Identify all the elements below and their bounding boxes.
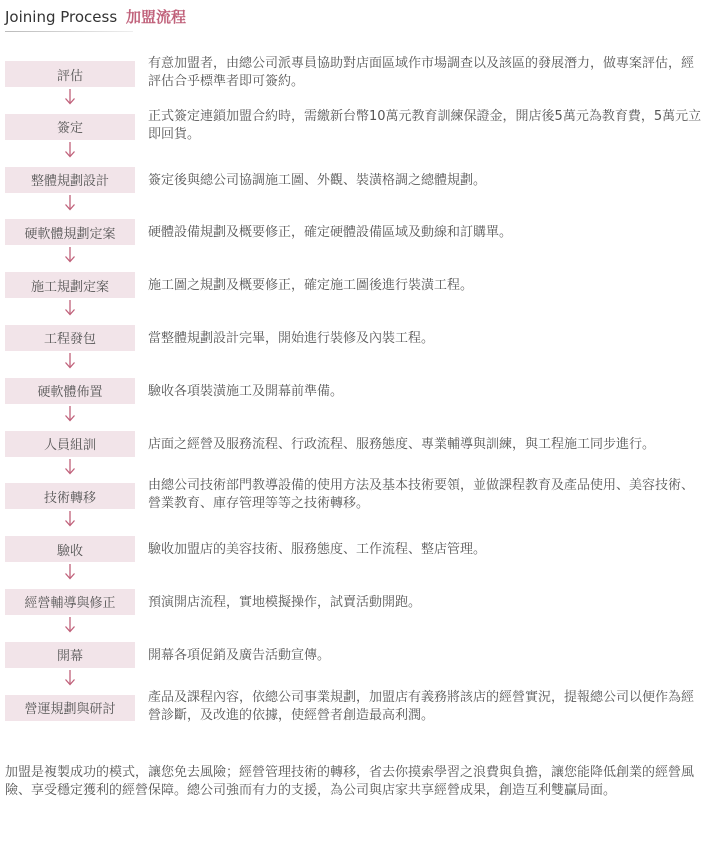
process-step xyxy=(5,55,705,108)
step-description: 簽定後與總公司協調施工圖、外觀、裝潢格調之總體規劃。 xyxy=(148,172,487,188)
process-step xyxy=(5,372,705,425)
process-step xyxy=(5,425,705,478)
process-step xyxy=(5,530,705,583)
step-label: 工程發包 xyxy=(5,325,135,351)
process-steps xyxy=(5,55,705,741)
arrow-down-icon xyxy=(63,459,77,475)
summary-paragraph: 加盟是複製成功的模式，讓您免去風險；經營管理技術的轉移，省去你摸索學習之浪費與負擔，讓您能降低創業的經營風險、享受穩定獲利的經營保障。總公司強而有力的支援，為公司與店家共享經營成果，創造互利雙贏局面。 xyxy=(5,765,695,798)
process-step xyxy=(5,583,705,636)
process-step xyxy=(5,161,705,214)
step-description: 驗收各項裝潢施工及開幕前準備。 xyxy=(148,383,344,399)
step-label: 整體規劃設計 xyxy=(5,167,135,193)
arrow-down-icon xyxy=(63,617,77,633)
process-step xyxy=(5,689,705,742)
arrow-down-icon xyxy=(63,511,77,527)
step-description: 由總公司技術部門教導設備的使用方法及基本技術要領，並做課程教育及產品使用、美容技術、營業教育、庫存管理等等之技術轉移。 xyxy=(148,478,695,512)
step-description: 開幕各項促銷及廣告活動宣傳。 xyxy=(148,647,331,663)
step-label: 營運規劃與研討 xyxy=(5,695,135,721)
process-step xyxy=(5,108,705,161)
step-label: 硬軟體規劃定案 xyxy=(5,219,135,245)
step-description: 硬體設備規劃及概要修正，確定硬體設備區域及動線和訂購單。 xyxy=(148,225,513,241)
step-description: 施工圖之規劃及概要修正，確定施工圖後進行裝潢工程。 xyxy=(148,278,474,294)
process-step xyxy=(5,636,705,689)
step-description: 當整體規劃設計完畢，開始進行裝修及內裝工程。 xyxy=(148,330,435,346)
step-description: 驗收加盟店的美容技術、服務態度、工作流程、整店管理。 xyxy=(148,542,487,558)
arrow-down-icon xyxy=(63,564,77,580)
page-title-chinese: 加盟流程 xyxy=(125,8,186,26)
arrow-down-icon xyxy=(63,89,77,105)
step-label: 驗收 xyxy=(5,536,135,562)
step-description: 正式簽定連鎖加盟合約時，需繳新台幣10萬元教育訓練保證金，開店後5萬元為教育費，5萬元立即回貨。 xyxy=(148,108,702,142)
step-label: 簽定 xyxy=(5,114,135,140)
page-title xyxy=(5,6,186,27)
arrow-down-icon xyxy=(63,406,77,422)
process-step xyxy=(5,319,705,372)
step-label: 硬軟體佈置 xyxy=(5,378,135,404)
process-step xyxy=(5,266,705,319)
title-underline xyxy=(5,31,133,32)
step-description: 有意加盟者，由總公司派專員協助對店面區域作市場調查以及該區的發展潛力，做專案評估，經評估合乎標準者即可簽約。 xyxy=(148,56,695,89)
page-title-english: Joining Process xyxy=(5,8,118,26)
step-label: 評估 xyxy=(5,61,135,87)
step-label: 施工規劃定案 xyxy=(5,272,135,298)
step-description: 預演開店流程，實地模擬操作，試賣活動開跑。 xyxy=(148,594,422,610)
step-description: 產品及課程內容，依總公司事業規劃，加盟店有義務將該店的經營實況，提報總公司以便作為經營診斷，及改進的依據，使經營者創造最高利潤。 xyxy=(148,689,695,723)
step-label: 經營輔導與修正 xyxy=(5,589,135,615)
process-step xyxy=(5,477,705,530)
arrow-down-icon xyxy=(63,353,77,369)
arrow-down-icon xyxy=(63,670,77,686)
arrow-down-icon xyxy=(63,247,77,263)
step-description: 店面之經營及服務流程、行政流程、服務態度、專業輔導與訓練，與工程施工同步進行。 xyxy=(148,436,656,452)
step-label: 人員組訓 xyxy=(5,431,135,457)
arrow-down-icon xyxy=(63,142,77,158)
step-label: 開幕 xyxy=(5,642,135,668)
arrow-down-icon xyxy=(63,300,77,316)
arrow-down-icon xyxy=(63,195,77,211)
step-label: 技術轉移 xyxy=(5,483,135,509)
process-step xyxy=(5,213,705,266)
